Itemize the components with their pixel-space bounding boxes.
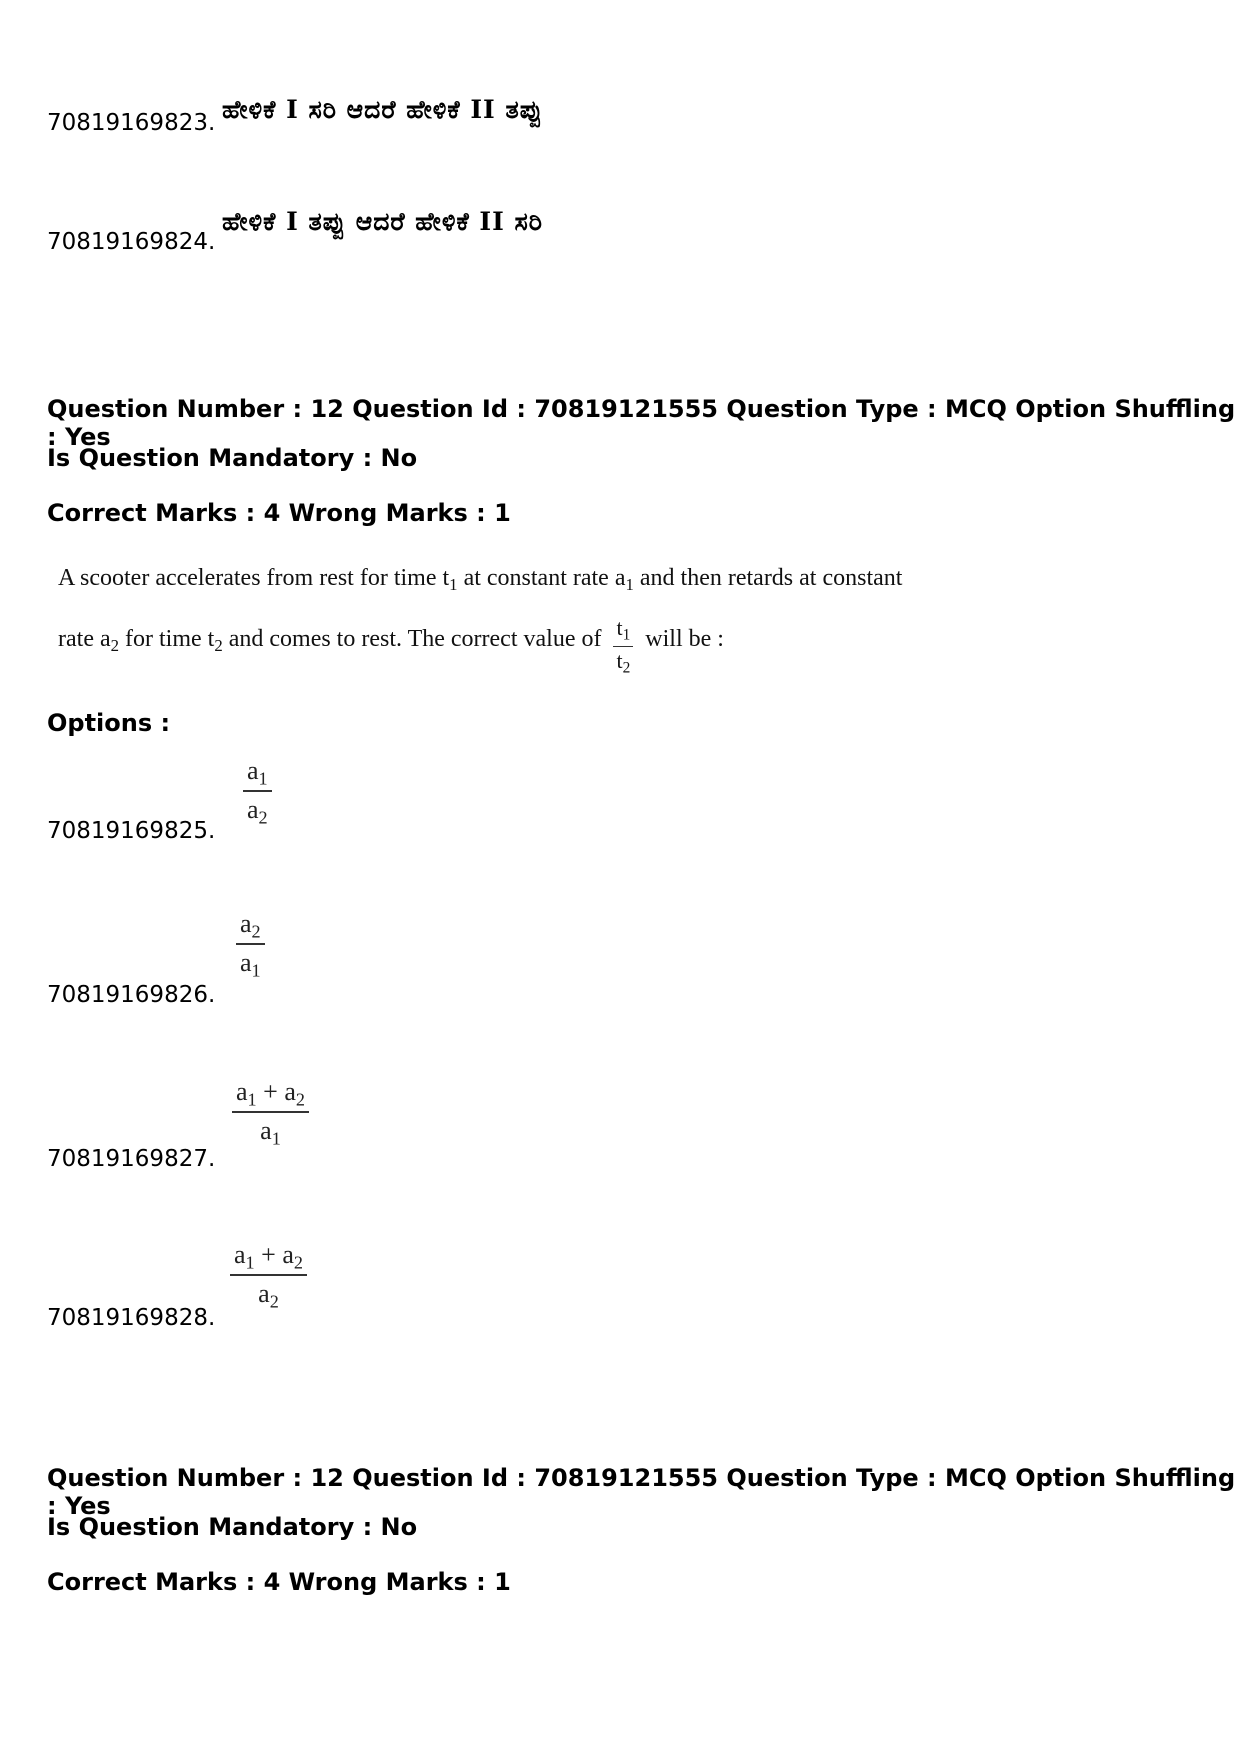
option-number: 70819169823. — [47, 110, 216, 136]
question-header: Question Number : 12 Question Id : 70819121555 Question Type : MCQ Option Shuffling : Yes — [47, 395, 1236, 451]
question-text-line-1: A scooter accelerates from rest for time $t_1$ at constant rate $a_1$ and then retards at constant — [58, 565, 903, 595]
option-text: ಹೇಳಿಕೆ I ತಪ್ಪು ಆದರೆ ಹೇಳಿಕೆ II ಸರಿ — [222, 207, 543, 236]
marks-line: Correct Marks : 4 Wrong Marks : 1 — [47, 499, 511, 527]
question-text-line-2: rate $a_2$ for time $t_2$ and comes to rest. The correct value of $\frac{t_1}{t_2}$ will be : — [58, 615, 724, 677]
option-fraction: $\frac{a_1}{a_2}$ — [243, 757, 272, 828]
option-number: 70819169826. — [47, 982, 216, 1008]
option-fraction: $\frac{a_1 + a_2}{a_1}$ — [232, 1078, 309, 1149]
option-fraction: $\frac{a_2}{a_1}$ — [236, 910, 265, 981]
option-fraction: $\frac{a_1 + a_2}{a_2}$ — [230, 1241, 307, 1312]
option-number: 70819169827. — [47, 1146, 216, 1172]
options-label: Options : — [47, 709, 171, 737]
option-number: 70819169824. — [47, 229, 216, 255]
fraction-t1-t2: $\frac{t_1}{t_2}$ — [613, 616, 633, 677]
marks-line: Correct Marks : 4 Wrong Marks : 1 — [47, 1568, 511, 1596]
mandatory-line: Is Question Mandatory : No — [47, 444, 418, 472]
question-header: Question Number : 12 Question Id : 70819121555 Question Type : MCQ Option Shuffling : Yes — [47, 1464, 1236, 1520]
mandatory-line: Is Question Mandatory : No — [47, 1513, 418, 1541]
option-number: 70819169828. — [47, 1305, 216, 1331]
option-number: 70819169825. — [47, 818, 216, 844]
option-text: ಹೇಳಿಕೆ I ಸರಿ ಆದರೆ ಹೇಳಿಕೆ II ತಪ್ಪು — [222, 95, 543, 124]
